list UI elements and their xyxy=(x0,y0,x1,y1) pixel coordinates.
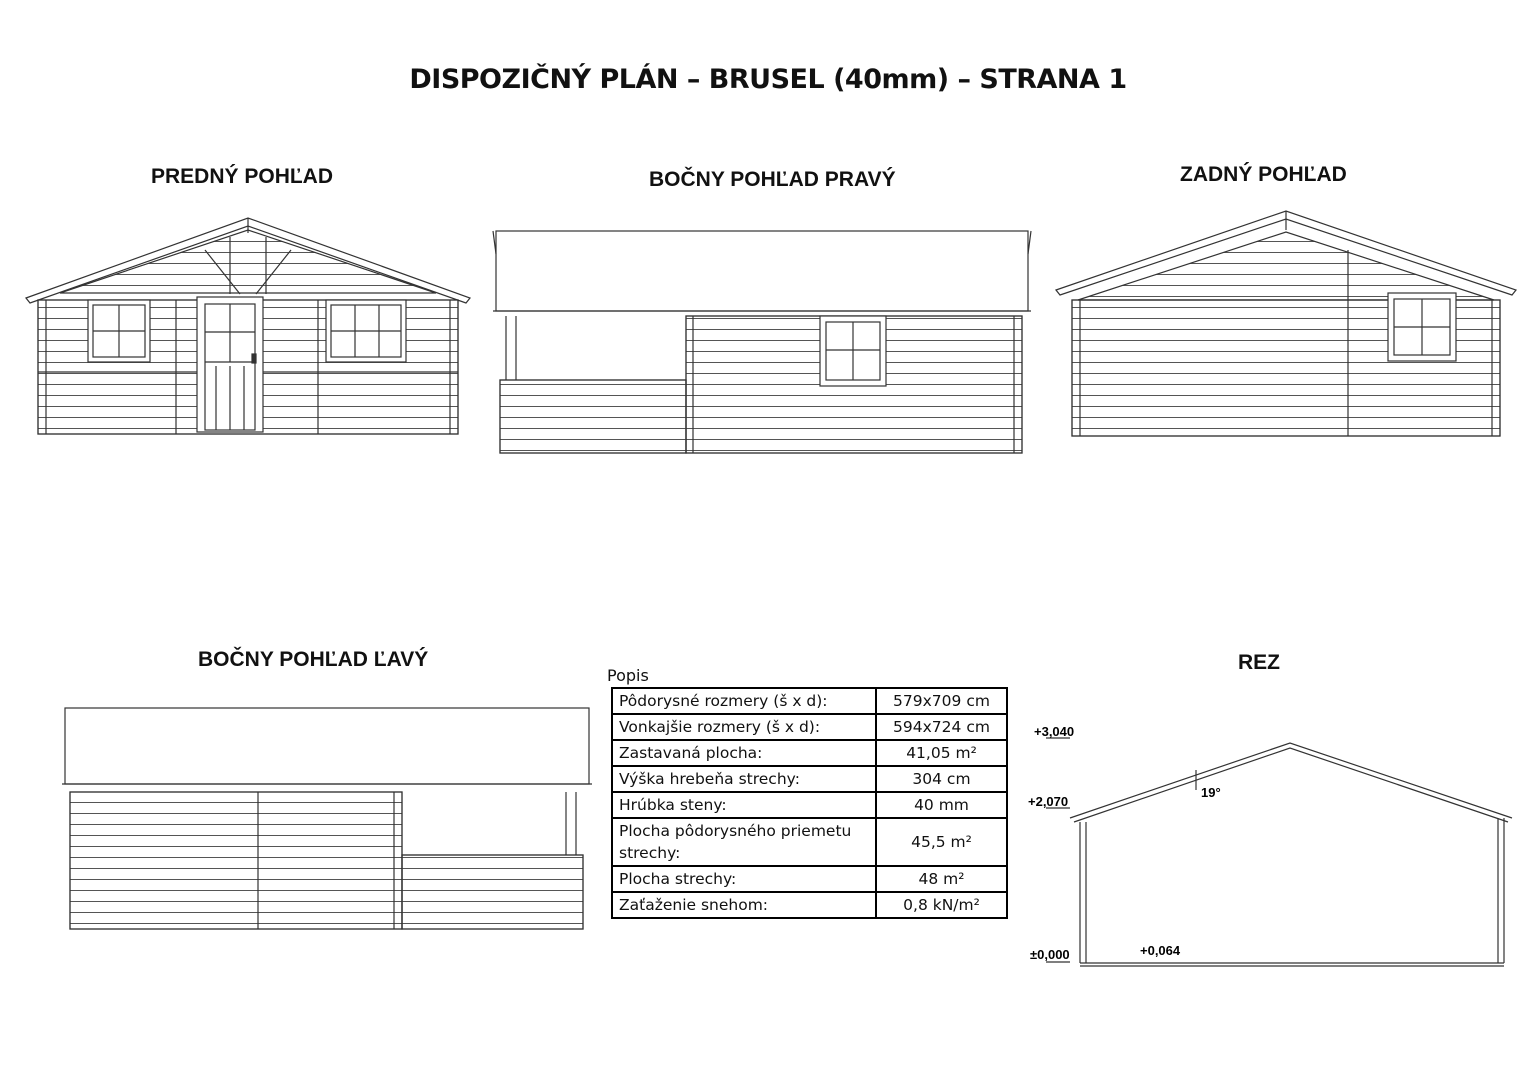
left-view-label: BOČNY POHĽAD ĽAVÝ xyxy=(198,648,429,671)
spec-label: Vonkajšie rozmery (š x d): xyxy=(612,714,876,740)
spec-label: Plocha strechy: xyxy=(612,866,876,892)
roof-angle: 19° xyxy=(1201,785,1221,800)
spec-value: 0,8 kN/m² xyxy=(876,892,1007,918)
elevation-floor: +0,064 xyxy=(1140,943,1181,958)
back-elevation xyxy=(1056,211,1516,436)
spec-value: 40 mm xyxy=(876,792,1007,818)
section-rez xyxy=(1046,738,1512,966)
table-row xyxy=(612,792,1007,818)
section-view-label: REZ xyxy=(1238,651,1280,674)
front-view-label: PREDNÝ POHĽAD xyxy=(151,165,334,188)
table-row xyxy=(612,766,1007,792)
spec-label: Plocha pôdorysného priemetu strechy: xyxy=(612,818,876,866)
table-row xyxy=(612,740,1007,766)
spec-value: 594x724 cm xyxy=(876,714,1007,740)
elevation-ground: ±0,000 xyxy=(1030,947,1070,962)
table-row xyxy=(612,714,1007,740)
spec-value: 45,5 m² xyxy=(876,818,1007,866)
back-view-label: ZADNÝ POHĽAD xyxy=(1180,163,1347,186)
elevation-eave: +2,070 xyxy=(1028,794,1069,809)
page-title: DISPOZIČNÝ PLÁN – BRUSEL (40mm) – STRANA 1 xyxy=(409,64,1127,95)
spec-label: Zastavaná plocha: xyxy=(612,740,876,766)
specs-caption: Popis xyxy=(607,666,649,685)
front-elevation xyxy=(26,218,470,434)
table-row xyxy=(612,818,1007,866)
spec-label: Hrúbka steny: xyxy=(612,792,876,818)
spec-value: 48 m² xyxy=(876,866,1007,892)
spec-value: 304 cm xyxy=(876,766,1007,792)
spec-label: Pôdorysné rozmery (š x d): xyxy=(612,688,876,714)
right-elevation xyxy=(493,231,1031,453)
right-view-label: BOČNY POHĽAD PRAVÝ xyxy=(649,168,896,191)
spec-value: 579x709 cm xyxy=(876,688,1007,714)
specs-table xyxy=(611,687,1008,919)
spec-value: 41,05 m² xyxy=(876,740,1007,766)
spec-label: Zaťaženie snehom: xyxy=(612,892,876,918)
table-row xyxy=(612,866,1007,892)
elevation-ridge: +3,040 xyxy=(1034,724,1075,739)
spec-label: Výška hrebeňa strechy: xyxy=(612,766,876,792)
table-row xyxy=(612,892,1007,918)
left-elevation xyxy=(62,708,592,929)
table-row xyxy=(612,688,1007,714)
